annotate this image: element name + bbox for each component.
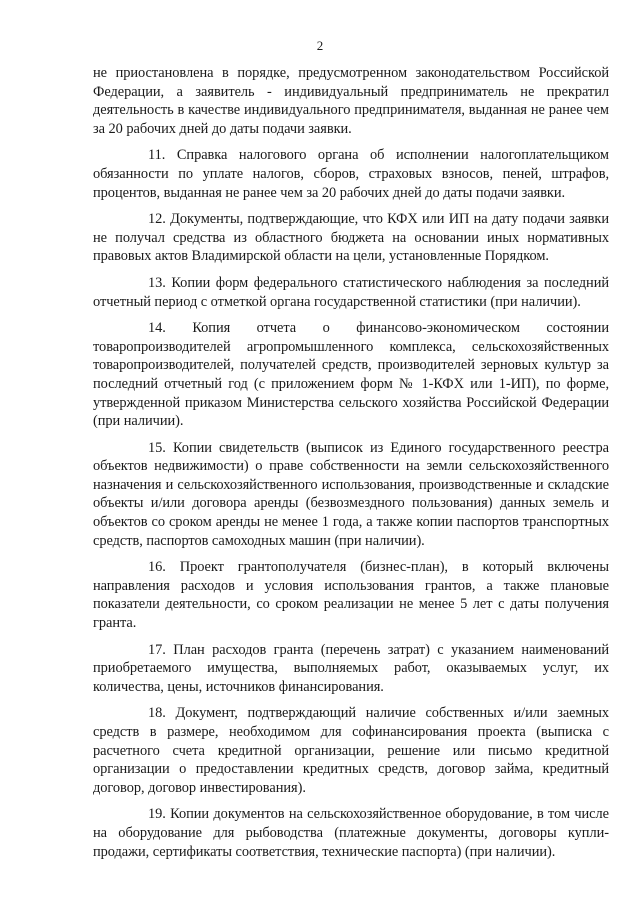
paragraph-item-18: 18. Документ, подтверждающий наличие собственных и/или заемных средств в размере, необходимом для софинансирования проекта (выписка с расчетного счета кредитной организации, решение или письмо кредитной организации о предоставлении кредитных средств, договор займа, кредитный договор, договор инвестирования). — [93, 705, 609, 796]
paragraph-item-13: 13. Копии форм федерального статистического наблюдения за последний отчетный период с отметкой органа государственной статистики (при наличии). — [93, 274, 609, 310]
paragraph-item-14: 14. Копия отчета о финансово-экономическом состоянии товаропроизводителей агропромышленного комплекса, сельскохозяйственных товаропроизводителей, получателей средств, производителей зерновых культур за последний отчетный год (с приложением форм № 1-КФХ или 1-ИП), по форме, утвержденной приказом Министерства сельского хозяйства Российской Федерации (при наличии). — [93, 320, 609, 430]
paragraph-item-16: 16. Проект грантополучателя (бизнес-план), в который включены направления расходов и условия использования грантов, а также плановые показатели деятельности, со сроком реализации не менее 5 лет с даты получения гранта. — [93, 559, 609, 632]
paragraph-item-11: 11. Справка налогового органа об исполнении налогоплательщиком обязанности по уплате налогов, сборов, страховых взносов, пеней, штрафов, процентов, выданная не ранее чем за 20 рабочих дней до даты подачи заявки. — [93, 147, 609, 201]
paragraph-continuation: не приостановлена в порядке, предусмотренном законодательством Российской Федерации, а заявитель - индивидуальный предприниматель не прекратил деятельность в качестве индивидуального предпринимателя, выданная не ранее чем за 20 рабочих дней до даты подачи заявки. — [93, 65, 609, 137]
paragraph-item-12: 12. Документы, подтверждающие, что КФХ или ИП на дату подачи заявки не получал средства из областного бюджета на основании иных нормативных правовых актов Владимирской области на цели, установленные Порядком. — [93, 211, 609, 265]
paragraph-item-15: 15. Копии свидетельств (выписок из Единого государственного реестра объектов недвижимости) о праве собственности на земли сельскохозяйственного назначения и сельскохозяйственного использования, производственные и складские объекты и/или договора аренды (безвозмездного пользования) данных земель и объектов со сроком аренды не менее 1 года, а также копии паспортов транспортных средств, паспортов самоходных машин (при наличии). — [93, 439, 609, 549]
paragraph-item-17: 17. План расходов гранта (перечень затрат) с указанием наименований приобретаемого имущества, выполняемых работ, оказываемых услуг, их количества, цены, источников финансирования. — [93, 641, 609, 695]
document-body — [93, 64, 609, 861]
page-number: 2 — [316, 38, 324, 53]
paragraph-item-19: 19. Копии документов на сельскохозяйственное оборудование, в том числе на оборудование для рыбоводства (платежные документы, договоры купли-продажи, сертификаты соответствия, технические паспорта) (при наличии). — [93, 806, 609, 860]
